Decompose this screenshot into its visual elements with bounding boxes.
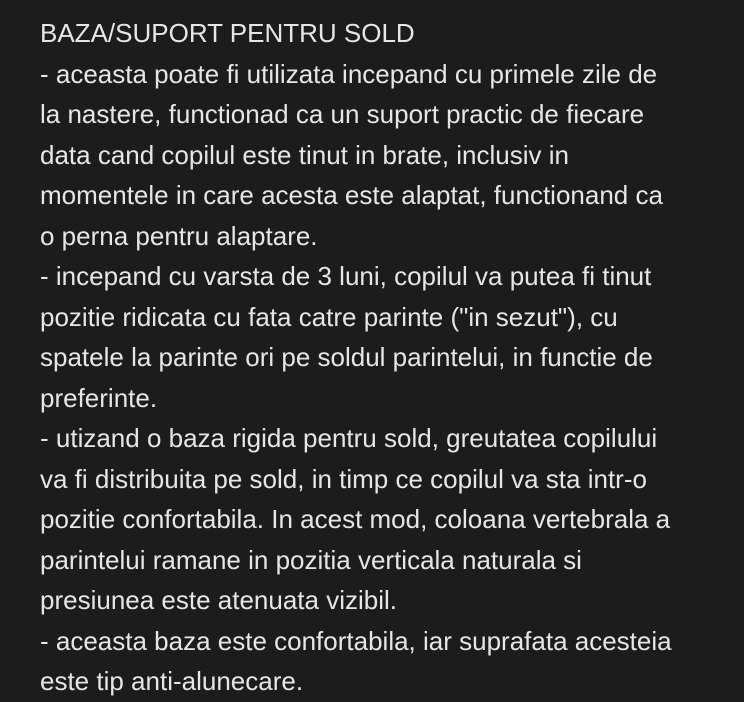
description-line: preferinte.	[40, 382, 158, 413]
description-line: spatele la parinte ori pe soldul parintelui, in functie de	[40, 342, 653, 372]
description-heading: BAZA/SUPORT PENTRU SOLD	[40, 18, 415, 48]
product-description	[40, 13, 730, 702]
description-line: - incepand cu varsta de 3 luni, copilul va putea fi tinut	[40, 261, 652, 291]
description-line: parintelui ramane in pozitia verticala naturala si	[40, 544, 582, 575]
description-line: o perna pentru alaptare.	[40, 220, 318, 251]
description-line: presiunea este atenuata vizibil.	[40, 585, 398, 615]
description-line: pozitie confortabila. In acest mod, coloana vertebrala a	[40, 504, 671, 534]
description-line: la nastere, functionad ca un suport practic de fiecare	[40, 99, 645, 129]
description-line: - utizand o baza rigida pentru sold, greutatea copilului	[40, 423, 658, 453]
description-line: este tip anti-alunecare.	[40, 666, 304, 696]
description-line: - aceasta baza este confortabila, iar suprafata acesteia	[40, 625, 672, 656]
description-line: pozitie ridicata cu fata catre parinte ("in sezut"), cu	[40, 301, 618, 332]
description-line: momentele in care acesta este alaptat, functionand ca	[40, 180, 663, 210]
description-line: - aceasta poate fi utilizata incepand cu primele zile de	[40, 58, 658, 89]
description-line: va fi distribuita pe sold, in timp ce copilul va sta intr-o	[40, 463, 647, 494]
description-line: data cand copilul este tinut in brate, inclusiv in	[40, 139, 569, 170]
